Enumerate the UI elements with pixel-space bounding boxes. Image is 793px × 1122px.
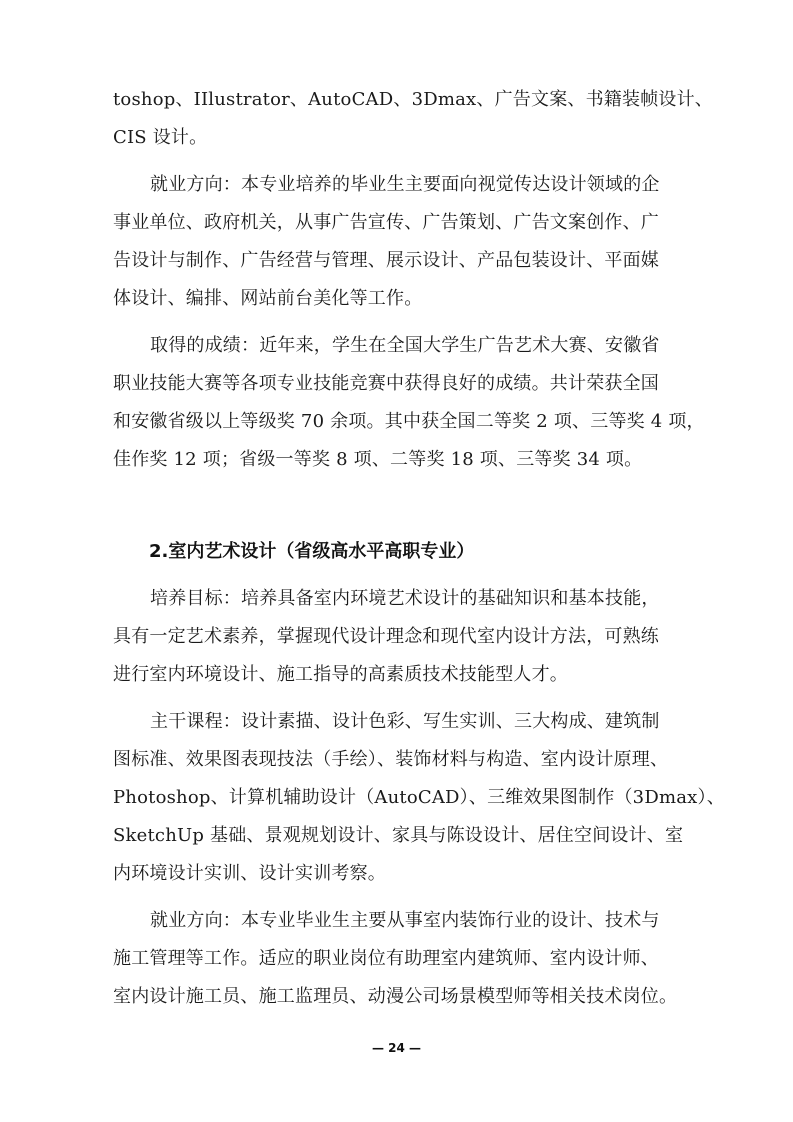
- text-line: 室内设计施工员、施工监理员、动漫公司场景模型师等相关技术岗位。: [113, 986, 678, 1007]
- text-line: 和安徽省级以上等级奖 70 余项。其中获全国二等奖 2 项、三等奖 4 项，: [113, 411, 705, 432]
- text-line: 就业方向：本专业毕业生主要从事室内装饰行业的设计、技术与: [150, 910, 660, 931]
- text-line: 体设计、编排、网站前台美化等工作。: [113, 288, 423, 309]
- text-line: 进行室内环境设计、施工指导的高素质技术技能型人才。: [113, 664, 568, 685]
- text-line: SketchUp 基础、景观规划设计、家具与陈设设计、居住空间设计、室: [113, 825, 684, 846]
- text-line: 取得的成绩：近年来，学生在全国大学生广告艺术大赛、安徽省: [150, 335, 660, 356]
- text-line: Photoshop、计算机辅助设计（AutoCAD）、三维效果图制作（3Dmax）、: [113, 787, 725, 808]
- text-line: 告设计与制作、广告经营与管理、展示设计、产品包装设计、平面媒: [113, 250, 659, 271]
- text-line: toshop、IIlustrator、AutoCAD、3Dmax、广告文案、书籍装帧设计、: [113, 89, 714, 110]
- text-line: 主干课程：设计素描、设计色彩、写生实训、三大构成、建筑制: [150, 711, 660, 732]
- text-line: 内环境设计实训、设计实训考察。: [113, 863, 386, 884]
- text-line: 事业单位、政府机关，从事广告宣传、广告策划、广告文案创作、广: [113, 212, 659, 233]
- text-line: 施工管理等工作。适应的职业岗位有助理室内建筑师、室内设计师、: [113, 948, 659, 969]
- text-line: 图标准、效果图表现技法（手绘）、装饰材料与构造、室内设计原理、: [113, 749, 669, 770]
- text-line: CIS 设计。: [113, 127, 208, 148]
- text-line: 职业技能大赛等各项专业技能竞赛中获得良好的成绩。共计荣获全国: [113, 373, 659, 394]
- text-line: 具有一定艺术素养，掌握现代设计理念和现代室内设计方法，可熟练: [113, 626, 659, 647]
- section-heading: 2.室内艺术设计（省级高水平高职专业）: [149, 541, 475, 562]
- page-number: — 24 —: [371, 1041, 422, 1055]
- text-line: 就业方向：本专业培养的毕业生主要面向视觉传达设计领域的企: [150, 174, 660, 195]
- text-line: 培养目标：培养具备室内环境艺术设计的基础知识和基本技能，: [150, 588, 660, 609]
- text-line: 佳作奖 12 项；省级一等奖 8 项、二等奖 18 项、三等奖 34 项。: [113, 449, 643, 470]
